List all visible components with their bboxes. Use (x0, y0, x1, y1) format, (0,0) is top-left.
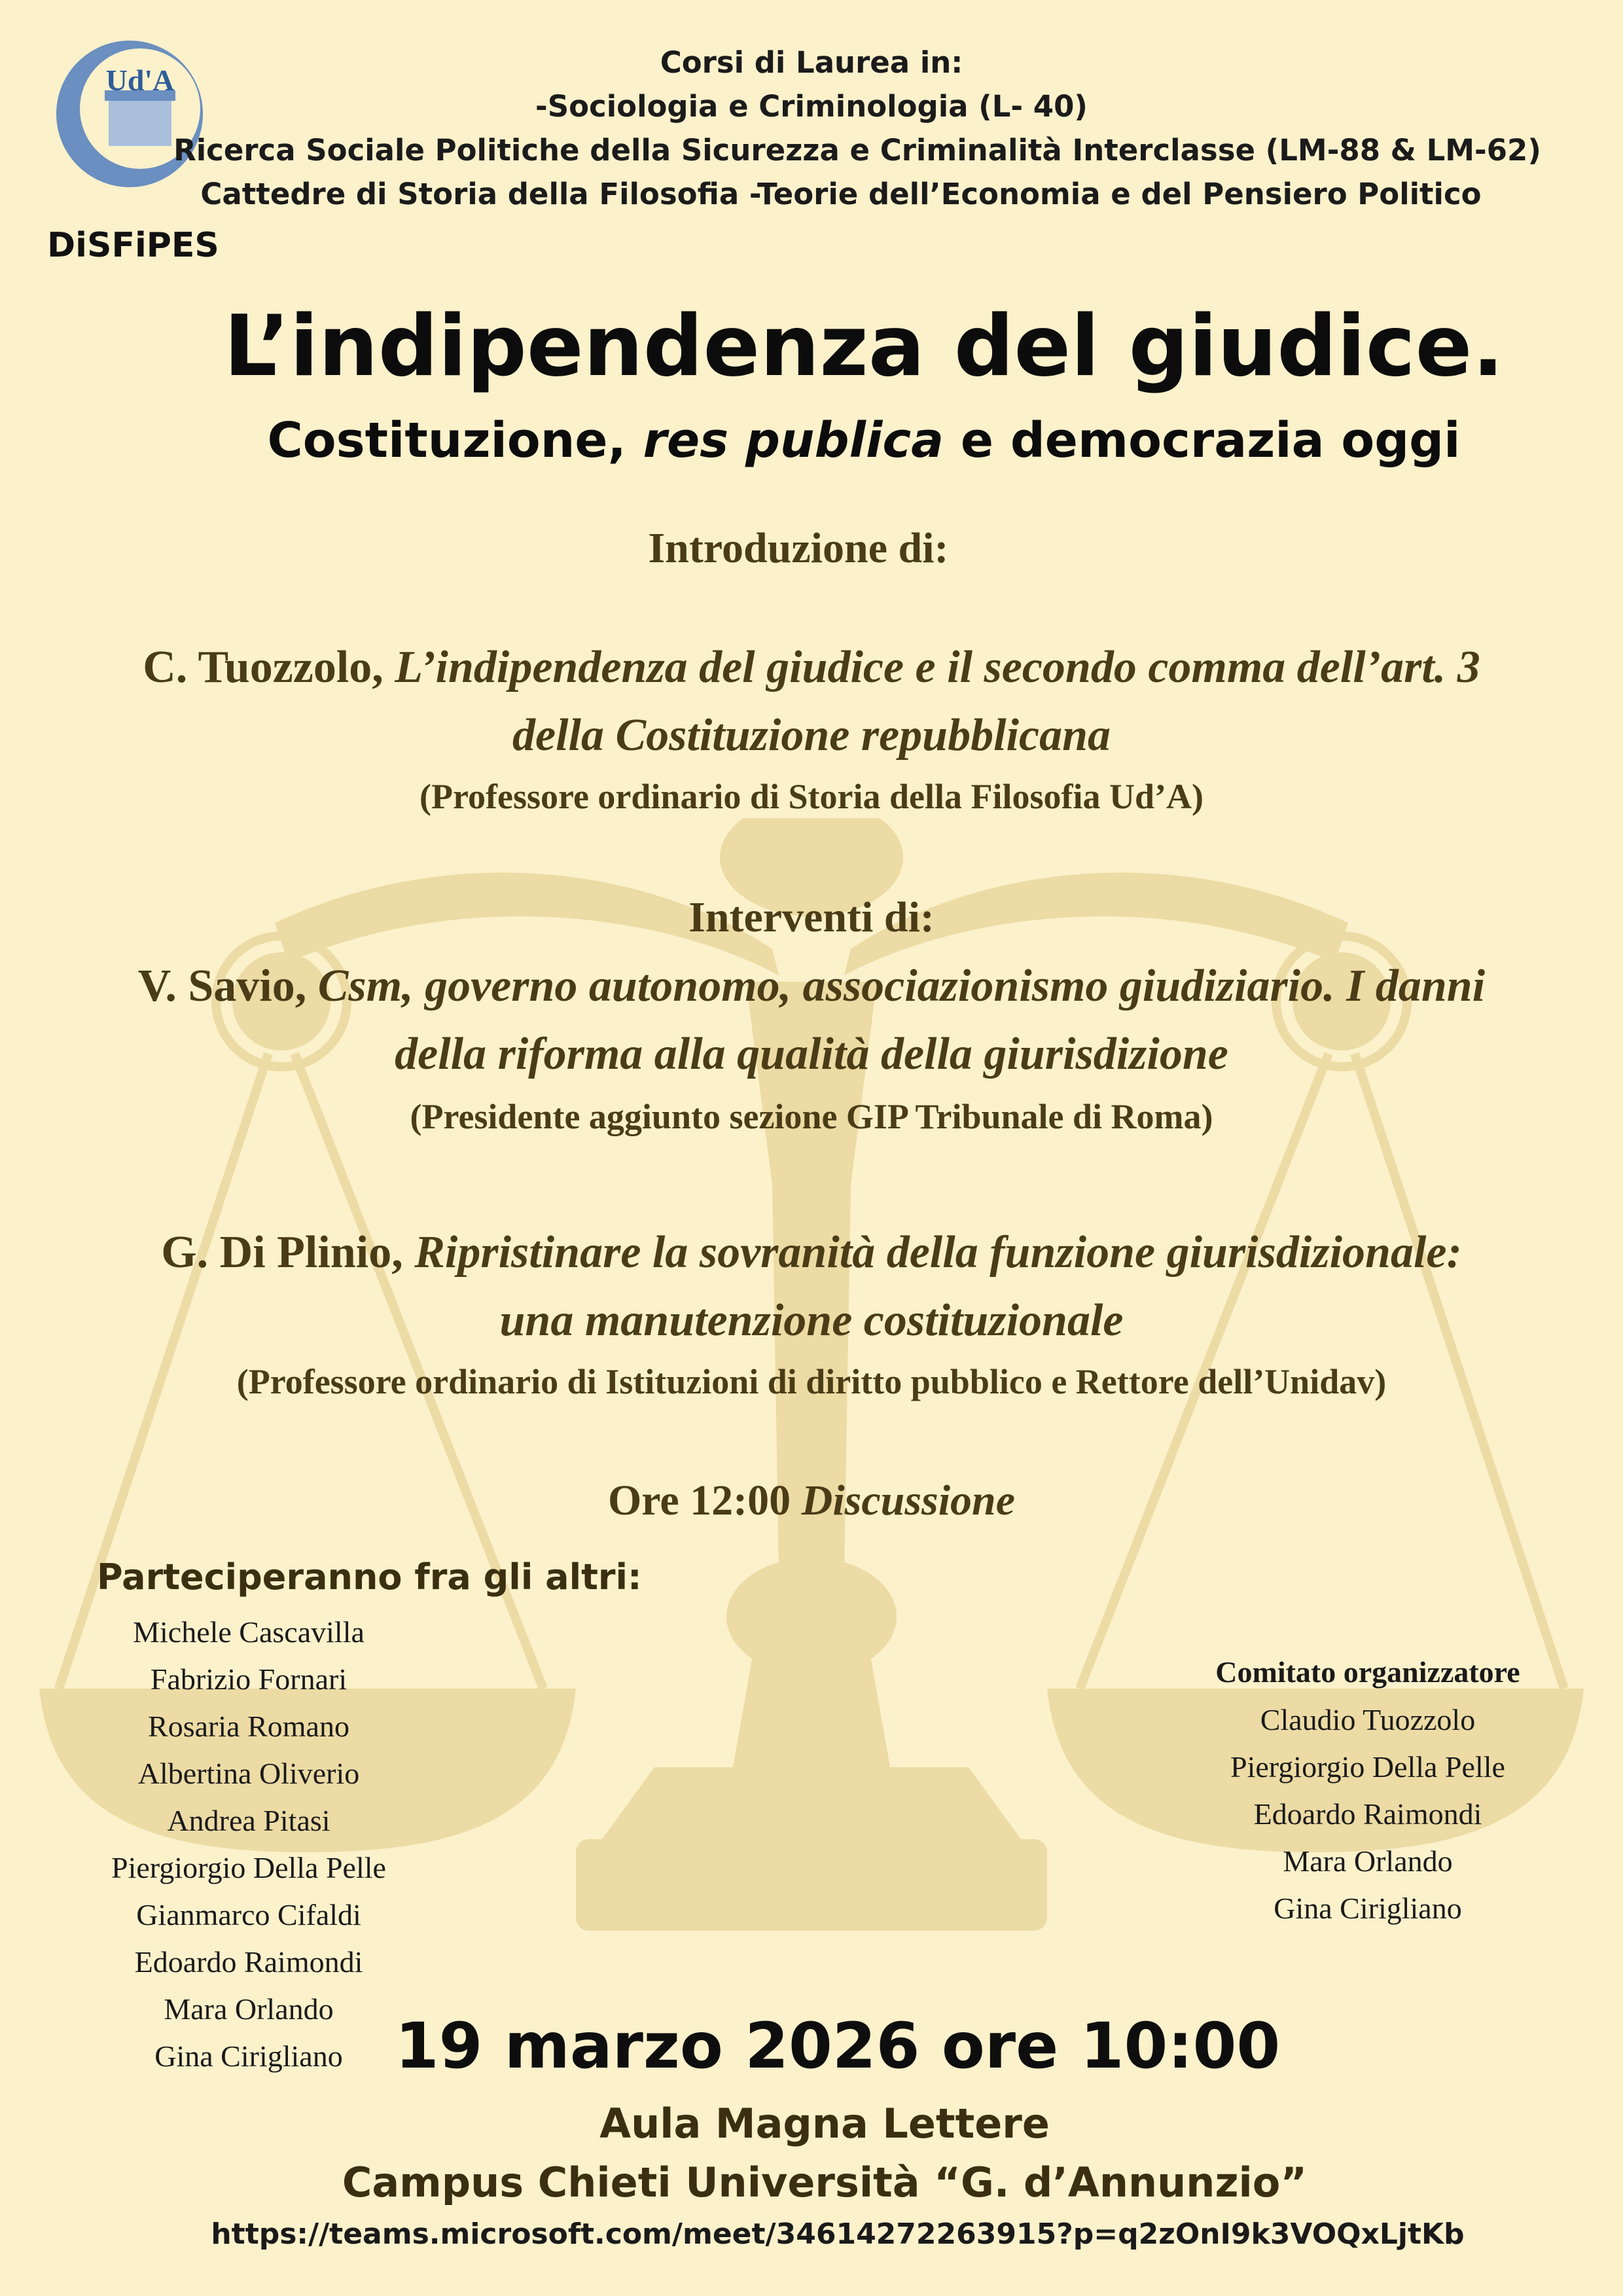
logo-text: Ud'A (105, 63, 175, 97)
event-date: 19 marzo 2026 ore 10:00 (395, 2009, 1281, 2083)
intro-role: (Professore ordinario di Storia della Filosofia Ud’A) (419, 777, 1204, 816)
event-venue: Aula Magna Lettere (599, 2100, 1050, 2147)
subtitle-italic: res publica (643, 412, 944, 469)
intro-title-line-2: della Costituzione repubblicana (512, 710, 1111, 761)
talk-savio (0, 952, 1623, 1088)
page-title: L’indipendenza del giudice. (223, 298, 1505, 395)
talk-1-title-line-1: Csm, governo autonomo, associazionismo giudiziario. I danni (317, 961, 1486, 1011)
talk-2-title-line-2: una manutenzione costituzionale (499, 1295, 1124, 1346)
department-label: DiSFiPES (47, 226, 219, 265)
intro-talk (0, 634, 1623, 770)
intro-heading: Introduzione di: (648, 524, 949, 572)
interventi-heading: Interventi di: (688, 893, 935, 941)
committee-member: Claudio Tuozzolo (1260, 1703, 1476, 1736)
page-subtitle (0, 412, 1623, 469)
participant-name: Michele Cascavilla (133, 1615, 365, 1649)
talk-1-speaker: V. Savio, (137, 961, 318, 1011)
event-campus: Campus Chieti Università “G. d’Annunzio” (342, 2159, 1308, 2206)
participant-name: Mara Orlando (164, 1992, 334, 2026)
committee-member: Piergiorgio Della Pelle (1230, 1750, 1505, 1784)
participant-name: Piergiorgio Della Pelle (111, 1851, 386, 1884)
intro-speaker: C. Tuozzolo, (143, 642, 395, 692)
committee-member: Mara Orlando (1283, 1844, 1453, 1878)
participant-name: Gianmarco Cifaldi (136, 1898, 361, 1931)
header-line-4: Cattedre di Storia della Filosofia -Teorie dell’Economia e del Pensiero Politico (200, 177, 1482, 211)
subtitle-part-1: Costituzione, (267, 412, 643, 469)
teams-meeting-link[interactable]: https://teams.microsoft.com/meet/34614272263915?p=q2zOnI9k3VOQxLjtKb (211, 2217, 1465, 2251)
committee-member: Gina Cirigliano (1274, 1892, 1462, 1925)
discussion-label: Discussione (801, 1477, 1016, 1524)
committee-member: Edoardo Raimondi (1253, 1797, 1482, 1831)
header-line-2: -Sociologia e Criminologia (L- 40) (535, 89, 1088, 124)
participant-name: Andrea Pitasi (167, 1804, 330, 1837)
talk-1-role: (Presidente aggiunto sezione GIP Tribunale di Roma) (410, 1097, 1213, 1136)
talk-2-title-line-1: Ripristinare la sovranità della funzione giurisdizionale: (414, 1227, 1462, 1278)
participant-name: Edoardo Raimondi (134, 1945, 363, 1979)
participant-name: Rosaria Romano (148, 1710, 349, 1743)
committee-heading: Comitato organizzatore (1215, 1655, 1520, 1689)
discussion-time: Ore 12:00 (607, 1477, 802, 1524)
course-header (0, 41, 1623, 216)
header-line-3: Ricerca Sociale Politiche della Sicurezza e Criminalità Interclasse (LM-88 & LM-62) (173, 133, 1541, 168)
talk-1-title-line-2: della riforma alla qualità della giurisdizione (395, 1029, 1228, 1079)
subtitle-part-2: e democrazia oggi (944, 412, 1461, 469)
talk-2-speaker: G. Di Plinio, (161, 1227, 415, 1278)
talk-di-plinio (0, 1219, 1623, 1355)
participant-name: Fabrizio Fornari (150, 1662, 348, 1696)
participant-name: Albertina Oliverio (137, 1757, 360, 1790)
header-line-1: Corsi di Laurea in: (660, 45, 963, 80)
participant-name: Gina Cirigliano (154, 2039, 343, 2073)
participants-heading: Parteciperanno fra gli altri: (97, 1556, 642, 1598)
talk-2-role: (Professore ordinario di Istituzioni di diritto pubblico e Rettore dell’Unidav) (236, 1362, 1387, 1401)
intro-title-line-1: L’indipendenza del giudice e il secondo comma dell’art. 3 (395, 642, 1480, 692)
committee-list (1185, 1696, 1551, 1932)
discussion-line (0, 1476, 1623, 1526)
